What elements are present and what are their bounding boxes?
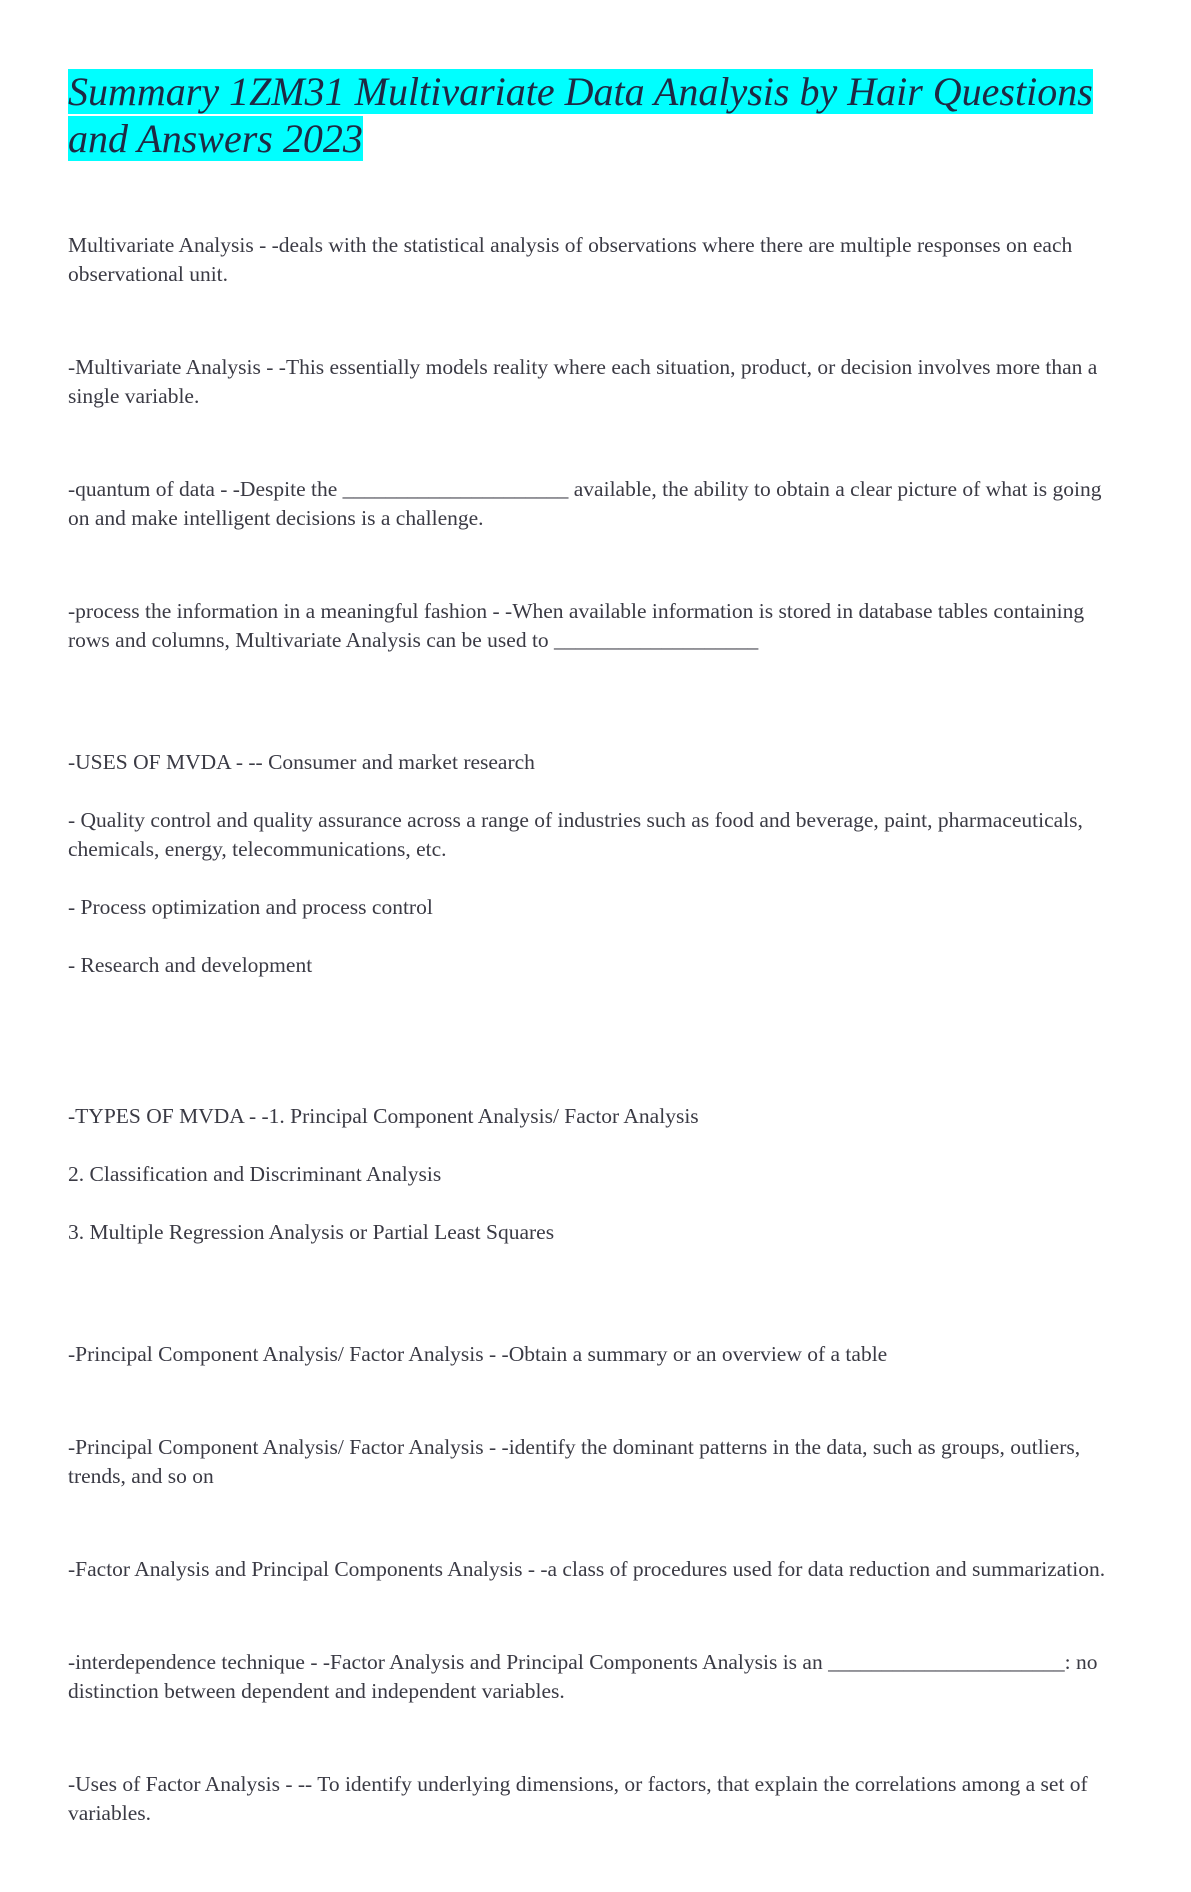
document-title xyxy=(68,68,1128,162)
qa-entry: -Uses of Factor Analysis - -- To identify underlying dimensions, or factors, that explain the correlations among a set of variables. xyxy=(68,1772,1088,1825)
qa-entry: -quantum of data - -Despite the _____________________ available, the ability to obtain a clear picture of what is going on and make intelligent decisions is a challenge. xyxy=(68,477,1102,530)
document-page xyxy=(68,68,1128,1892)
entry-line: -USES OF MVDA - -- Consumer and market research xyxy=(68,750,535,774)
entry-line: -TYPES OF MVDA - -1. Principal Component Analysis/ Factor Analysis xyxy=(68,1104,699,1128)
qa-entries xyxy=(68,231,1128,1828)
qa-entry: -Principal Component Analysis/ Factor Analysis - -identify the dominant patterns in the data, such as groups, outliers, trends, and so on xyxy=(68,1435,1081,1488)
entry-line: 3. Multiple Regression Analysis or Partial Least Squares xyxy=(68,1220,555,1244)
qa-entry: -process the information in a meaningful fashion - -When available information is stored in database tables containing rows and columns, Multivariate Analysis can be used to ___________________ xyxy=(68,599,1085,652)
qa-entry: -interdependence technique - -Factor Analysis and Principal Components Analysis is an ______________________: no distinction between dependent and independent variables. xyxy=(68,1650,1098,1703)
qa-entry: -Principal Component Analysis/ Factor Analysis - -Obtain a summary or an overview of a table xyxy=(68,1342,888,1366)
qa-entry: -Multivariate Analysis - -This essentially models reality where each situation, product, or decision involves more than a single variable. xyxy=(68,355,1098,408)
entry-line: - Research and development xyxy=(68,953,313,977)
qa-entry: Multivariate Analysis - -deals with the statistical analysis of observations where there are multiple responses on each observational unit. xyxy=(68,233,1073,286)
qa-entry-types-of-mvda xyxy=(68,1073,1128,1276)
entry-line: - Process optimization and process control xyxy=(68,895,433,919)
entry-line: 2. Classification and Discriminant Analysis xyxy=(68,1162,442,1186)
qa-entry: -Factor Analysis and Principal Components Analysis - -a class of procedures used for data reduction and summarization. xyxy=(68,1557,1106,1581)
document-title-text: Summary 1ZM31 Multivariate Data Analysis by Hair Questions and Answers 2023 xyxy=(68,69,1093,161)
entry-line: - Quality control and quality assurance across a range of industries such as food and beverage, paint, pharmaceuticals, chemicals, energy, telecommunications, etc. xyxy=(68,808,1083,861)
qa-entry-uses-of-mvda xyxy=(68,719,1128,1009)
